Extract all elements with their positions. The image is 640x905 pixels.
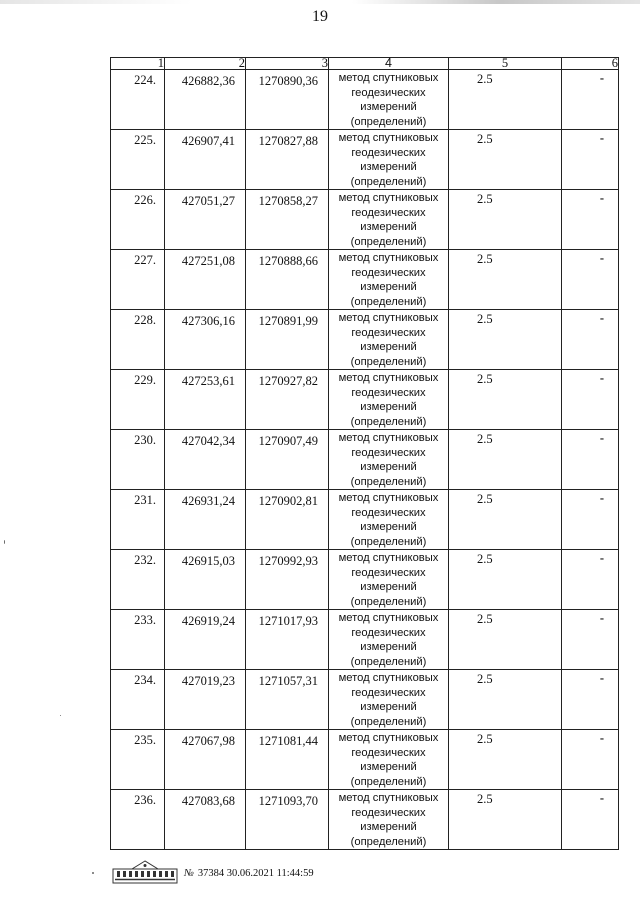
cell-note-value (562, 430, 619, 490)
accuracy-value: 2.5 (477, 792, 493, 806)
coordinate-x: 427083,68 (181, 794, 235, 808)
coordinate-x: 427067,98 (181, 734, 235, 748)
method-description: метод спутниковых геодезических измерений (определений) (338, 132, 439, 188)
coordinate-x: 427253,61 (181, 374, 235, 388)
method-description: метод спутниковых геодезических измерений (определений) (338, 612, 439, 668)
cell-coordinate-y (246, 430, 329, 490)
coordinate-x: 427051,27 (181, 194, 235, 208)
cell-row-number (111, 370, 165, 430)
cell-row-number (111, 730, 165, 790)
cell-coordinate-x (165, 550, 246, 610)
cell-coordinate-x (165, 190, 246, 250)
cell-row-number (111, 70, 165, 130)
coordinate-y: 1270827,88 (258, 134, 318, 148)
cell-row-number (111, 430, 165, 490)
method-description: метод спутниковых геодезических измерений (определений) (338, 72, 439, 128)
note-value: - (599, 611, 604, 625)
cell-row-number (111, 250, 165, 310)
scan-speck (92, 872, 94, 874)
cell-coordinate-x (165, 370, 246, 430)
accuracy-value: 2.5 (477, 252, 493, 266)
table-row (111, 670, 619, 730)
accuracy-value: 2.5 (477, 612, 493, 626)
note-value: - (599, 551, 604, 565)
table-row (111, 250, 619, 310)
cell-accuracy-value (449, 370, 562, 430)
registration-timestamp: 30.06.2021 11:44:59 (226, 868, 314, 879)
cell-note-value (562, 670, 619, 730)
cell-coordinate-x (165, 730, 246, 790)
cell-accuracy-value (449, 490, 562, 550)
method-description: метод спутниковых геодезических измерений (определений) (338, 672, 439, 728)
row-number: 232. (134, 553, 156, 567)
note-value: - (599, 731, 604, 745)
cell-accuracy-value (449, 310, 562, 370)
coordinate-x: 426882,36 (181, 74, 235, 88)
accuracy-value: 2.5 (477, 672, 493, 686)
table-header-row (111, 58, 619, 70)
coordinate-y: 1270927,82 (258, 374, 318, 388)
header-col-4: 4 (329, 58, 449, 70)
coordinate-y: 1270907,49 (258, 434, 318, 448)
cell-coordinate-y (246, 70, 329, 130)
cell-method-description (329, 790, 449, 850)
cell-note-value (562, 70, 619, 130)
cell-note-value (562, 130, 619, 190)
method-description: метод спутниковых геодезических измерений (определений) (338, 432, 439, 488)
cell-coordinate-x (165, 70, 246, 130)
note-value: - (599, 251, 604, 265)
cell-method-description (329, 370, 449, 430)
cell-accuracy-value (449, 190, 562, 250)
cell-coordinate-x (165, 430, 246, 490)
cell-method-description (329, 610, 449, 670)
coordinate-x: 427019,23 (181, 674, 235, 688)
building-seal-icon (112, 860, 178, 884)
accuracy-value: 2.5 (477, 72, 493, 86)
method-description: метод спутниковых геодезических измерений (определений) (338, 192, 439, 248)
coordinate-y: 1271081,44 (258, 734, 318, 748)
cell-note-value (562, 790, 619, 850)
cell-note-value (562, 310, 619, 370)
row-number: 229. (134, 373, 156, 387)
cell-note-value (562, 550, 619, 610)
row-number: 236. (134, 793, 156, 807)
table-row (111, 310, 619, 370)
row-number: 230. (134, 433, 156, 447)
note-value: - (599, 131, 604, 145)
cell-row-number (111, 670, 165, 730)
cell-method-description (329, 670, 449, 730)
cell-coordinate-y (246, 250, 329, 310)
cell-method-description (329, 490, 449, 550)
table-row (111, 550, 619, 610)
note-value: - (599, 671, 604, 685)
coordinate-x: 427251,08 (181, 254, 235, 268)
coordinate-x: 426907,41 (181, 134, 235, 148)
cell-method-description (329, 190, 449, 250)
cell-row-number (111, 490, 165, 550)
cell-accuracy-value (449, 610, 562, 670)
coordinate-y: 1270858,27 (258, 194, 318, 208)
coordinate-y: 1270902,81 (258, 494, 318, 508)
cell-accuracy-value (449, 790, 562, 850)
cell-row-number (111, 130, 165, 190)
method-description: метод спутниковых геодезических измерений (определений) (338, 792, 439, 848)
cell-accuracy-value (449, 730, 562, 790)
coordinate-y: 1271093,70 (258, 794, 318, 808)
row-number: 235. (134, 733, 156, 747)
method-description: метод спутниковых геодезических измерений (определений) (338, 492, 439, 548)
row-number: 234. (134, 673, 156, 687)
method-description: метод спутниковых геодезических измерений (определений) (338, 552, 439, 608)
coordinate-y: 1271057,31 (258, 674, 318, 688)
table-row (111, 610, 619, 670)
cell-row-number (111, 610, 165, 670)
footer-stamp (98, 860, 378, 886)
accuracy-value: 2.5 (477, 492, 493, 506)
method-description: метод спутниковых геодезических измерений (определений) (338, 372, 439, 428)
cell-coordinate-y (246, 490, 329, 550)
table-body (111, 70, 619, 850)
header-col-3: 3 (246, 58, 329, 70)
cell-method-description (329, 430, 449, 490)
method-description: метод спутниковых геодезических измерений (определений) (338, 732, 439, 788)
cell-method-description (329, 70, 449, 130)
coordinate-y: 1270888,66 (258, 254, 318, 268)
method-description: метод спутниковых геодезических измерений (определений) (338, 312, 439, 368)
accuracy-value: 2.5 (477, 372, 493, 386)
cell-coordinate-y (246, 130, 329, 190)
row-number: 226. (134, 193, 156, 207)
note-value: - (599, 311, 604, 325)
cell-method-description (329, 250, 449, 310)
cell-coordinate-x (165, 790, 246, 850)
cell-row-number (111, 190, 165, 250)
scan-speck (60, 715, 61, 716)
table-row (111, 790, 619, 850)
cell-note-value (562, 610, 619, 670)
cell-method-description (329, 130, 449, 190)
cell-coordinate-x (165, 670, 246, 730)
cell-coordinate-y (246, 310, 329, 370)
cell-note-value (562, 250, 619, 310)
accuracy-value: 2.5 (477, 312, 493, 326)
coordinate-x: 427306,16 (181, 314, 235, 328)
coordinate-x: 426931,24 (181, 494, 235, 508)
cell-accuracy-value (449, 70, 562, 130)
cell-method-description (329, 550, 449, 610)
scan-speck (4, 540, 5, 544)
note-value: - (599, 431, 604, 445)
row-number: 231. (134, 493, 156, 507)
accuracy-value: 2.5 (477, 552, 493, 566)
header-col-6: 6 (562, 58, 619, 70)
table-row (111, 190, 619, 250)
table-row (111, 730, 619, 790)
cell-accuracy-value (449, 670, 562, 730)
method-description: метод спутниковых геодезических измерений (определений) (338, 252, 439, 308)
cell-coordinate-x (165, 250, 246, 310)
note-value: - (599, 371, 604, 385)
cell-accuracy-value (449, 250, 562, 310)
table-row (111, 70, 619, 130)
header-col-2: 2 (165, 58, 246, 70)
table-row (111, 430, 619, 490)
cell-coordinate-y (246, 790, 329, 850)
cell-coordinate-y (246, 370, 329, 430)
coordinate-x: 426915,03 (181, 554, 235, 568)
note-value: - (599, 791, 604, 805)
row-number: 233. (134, 613, 156, 627)
cell-coordinate-x (165, 130, 246, 190)
cell-coordinate-y (246, 190, 329, 250)
coordinate-y: 1270992,93 (258, 554, 318, 568)
note-value: - (599, 491, 604, 505)
header-col-5: 5 (449, 58, 562, 70)
cell-note-value (562, 190, 619, 250)
cell-method-description (329, 730, 449, 790)
cell-row-number (111, 550, 165, 610)
registration-number: 37384 (197, 868, 225, 879)
cell-note-value (562, 370, 619, 430)
row-number: 227. (134, 253, 156, 267)
coordinates-table (110, 57, 619, 850)
accuracy-value: 2.5 (477, 432, 493, 446)
row-number: 225. (134, 133, 156, 147)
cell-note-value (562, 490, 619, 550)
cell-coordinate-y (246, 550, 329, 610)
row-number: 224. (134, 73, 156, 87)
coordinate-y: 1270890,36 (258, 74, 318, 88)
accuracy-value: 2.5 (477, 192, 493, 206)
note-value: - (599, 71, 604, 85)
cell-coordinate-x (165, 610, 246, 670)
scan-edge-shading (0, 0, 640, 4)
note-value: - (599, 191, 604, 205)
cell-note-value (562, 730, 619, 790)
page-number: 19 (312, 8, 328, 25)
row-number: 228. (134, 313, 156, 327)
header-col-1: 1 (111, 58, 165, 70)
cell-coordinate-y (246, 670, 329, 730)
coordinate-y: 1271017,93 (258, 614, 318, 628)
accuracy-value: 2.5 (477, 132, 493, 146)
cell-accuracy-value (449, 130, 562, 190)
coordinate-x: 427042,34 (181, 434, 235, 448)
cell-row-number (111, 310, 165, 370)
cell-accuracy-value (449, 430, 562, 490)
coordinate-y: 1270891,99 (258, 314, 318, 328)
table-row (111, 130, 619, 190)
accuracy-value: 2.5 (477, 732, 493, 746)
cell-row-number (111, 790, 165, 850)
cell-coordinate-y (246, 610, 329, 670)
cell-coordinate-x (165, 490, 246, 550)
cell-accuracy-value (449, 550, 562, 610)
cell-coordinate-y (246, 730, 329, 790)
table-row (111, 370, 619, 430)
table-row (111, 490, 619, 550)
coordinate-x: 426919,24 (181, 614, 235, 628)
registration-mark: № (184, 868, 194, 879)
cell-method-description (329, 310, 449, 370)
registration-stamp-text (184, 868, 314, 879)
cell-coordinate-x (165, 310, 246, 370)
